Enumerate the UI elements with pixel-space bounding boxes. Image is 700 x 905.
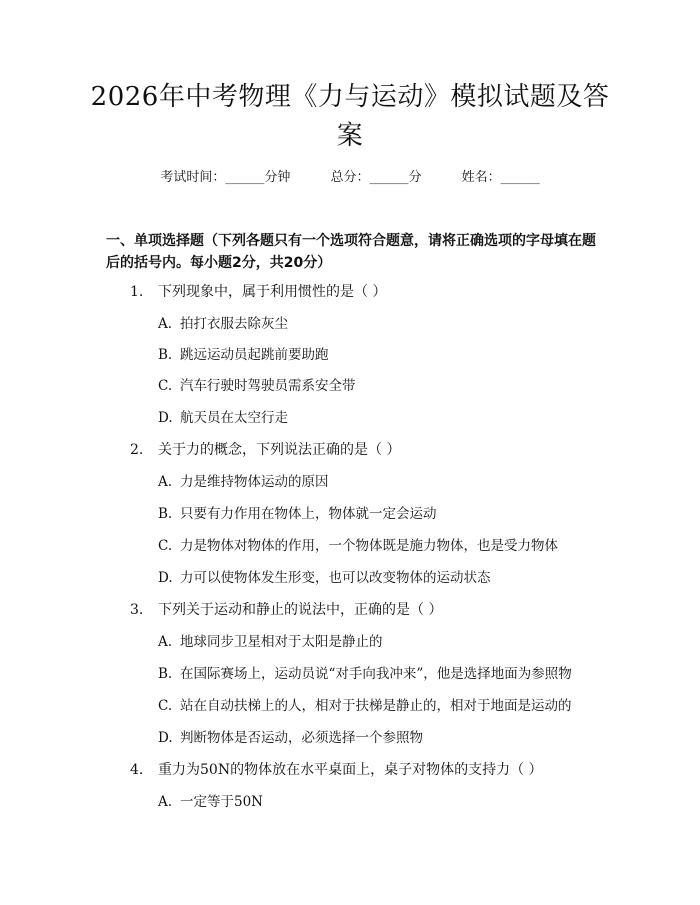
question-2: [130, 440, 400, 460]
question-1-option-c: [158, 376, 356, 396]
option-letter: A.: [158, 316, 173, 332]
question-1-option-d: [158, 408, 288, 428]
option-letter: C.: [158, 698, 173, 714]
option-text: 航天员在太空行走: [180, 410, 288, 426]
option-letter: B.: [158, 347, 173, 363]
question-3-option-c: [158, 696, 572, 716]
option-text: 拍打衣服去除灰尘: [180, 316, 288, 332]
option-text: 力是物体对物体的作用，一个物体既是施力物体，也是受力物体: [180, 538, 558, 554]
option-letter: D.: [158, 410, 173, 426]
question-1-option-b: [158, 345, 329, 365]
option-text: 汽车行驶时驾驶员需系安全带: [180, 378, 356, 394]
option-letter: A.: [158, 634, 173, 650]
option-text: 在国际赛场上，运动员说“对手向我冲来”，他是选择地面为参照物: [180, 666, 572, 682]
question-number: 3.: [130, 602, 144, 618]
question-3: [130, 600, 442, 620]
question-number: 4.: [130, 762, 144, 778]
option-letter: C.: [158, 538, 173, 554]
section-heading: 一、单项选择题（下列各题只有一个选项符合题意，请将正确选项的字母填在题后的括号内。每小题2分，共20分）: [106, 233, 596, 271]
option-text: 力是维持物体运动的原因: [180, 474, 329, 490]
question-2-option-c: [158, 536, 558, 556]
question-3-option-d: [158, 728, 423, 748]
option-letter: D.: [158, 730, 173, 746]
exam-meta-line: [0, 168, 700, 188]
option-letter: B.: [158, 666, 173, 682]
option-letter: B.: [158, 506, 173, 522]
option-text: 判断物体是否运动，必须选择一个参照物: [180, 730, 423, 746]
option-letter: D.: [158, 570, 173, 586]
question-4-option-a: [158, 792, 263, 812]
question-text: 下列关于运动和静止的说法中，正确的是（ ）: [158, 602, 443, 618]
question-2-option-b: [158, 504, 437, 524]
option-letter: A.: [158, 794, 173, 810]
option-letter: A.: [158, 474, 173, 490]
question-3-option-b: [158, 664, 572, 684]
option-text: 跳远运动员起跳前要助跑: [180, 347, 329, 363]
question-2-option-d: [158, 568, 491, 588]
question-number: 2.: [130, 442, 144, 458]
question-number: 1.: [130, 284, 144, 300]
total-score-field: 总分：______分: [330, 170, 422, 185]
question-text: 重力为50N的物体放在水平桌面上，桌子对物体的支持力（ ）: [158, 762, 543, 778]
question-text: 下列现象中，属于利用惯性的是（ ）: [158, 284, 387, 300]
question-1-option-a: [158, 314, 288, 334]
option-text: 只要有力作用在物体上，物体就一定会运动: [180, 506, 437, 522]
option-text: 一定等于50N: [180, 794, 263, 810]
student-name-field: 姓名：______: [461, 170, 540, 185]
question-2-option-a: [158, 472, 329, 492]
option-text: 站在自动扶梯上的人，相对于扶梯是静止的，相对于地面是运动的: [180, 698, 572, 714]
question-1: [130, 282, 386, 302]
document-title: 2026年中考物理《力与运动》模拟试题及答案: [90, 82, 610, 151]
option-text: 力可以使物体发生形变，也可以改变物体的运动状态: [180, 570, 491, 586]
option-letter: C.: [158, 378, 173, 394]
question-3-option-a: [158, 632, 383, 652]
exam-time-field: 考试时间：______分钟: [160, 170, 291, 185]
question-text: 关于力的概念，下列说法正确的是（ ）: [158, 442, 401, 458]
question-4: [130, 760, 543, 780]
option-text: 地球同步卫星相对于太阳是静止的: [180, 634, 383, 650]
